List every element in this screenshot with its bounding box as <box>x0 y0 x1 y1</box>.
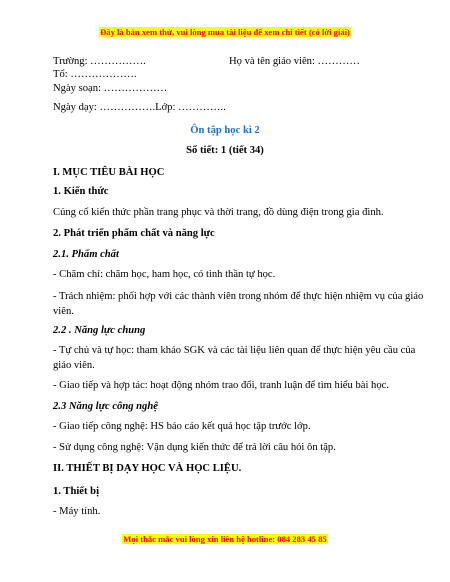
group-field: Tổ: ………………. <box>53 69 137 80</box>
tech-competence-heading: 2.3 Năng lực công nghệ <box>53 401 158 412</box>
equipment-heading: 1. Thiết bị <box>53 486 100 497</box>
section-1-heading: I. MỤC TIÊU BÀI HỌC <box>53 167 165 178</box>
general-competence-item: - Tự chủ và tự học: tham khảo SGK và các tài liệu liên quan để thực hiện yêu cầu của giáo viên. <box>53 345 416 371</box>
general-competence-item: - Giao tiếp và hợp tác: hoạt động nhóm trao đổi, tranh luận để tìm hiểu bài học. <box>53 380 389 391</box>
knowledge-text: Củng cố kiến thức phần trang phục và thời trang, đồ dùng điện trong gia đình. <box>53 207 384 218</box>
school-field: Trường: ……………. <box>53 56 146 67</box>
preview-banner: Đây là bản xem thử, vui lòng mua tài liệu để xem chi tiết (có lời giải) <box>100 27 350 37</box>
knowledge-heading: 1. Kiến thức <box>53 186 109 197</box>
hotline-banner: Mọi thắc mắc vui lòng xin liên hệ hotline: 084 283 45 85 <box>123 534 327 544</box>
section-2-heading: II. THIẾT BỊ DẠY HỌC VÀ HỌC LIỆU. <box>53 463 242 474</box>
qualities-item: - Trách nhiệm: phối hợp với các thành viên trong nhóm để thực hiện nhiệm vụ của giáo viên. <box>53 291 424 317</box>
tech-competence-item: - Sử dụng công nghệ: Vận dụng kiến thức để trả lời câu hỏi ôn tập. <box>53 442 336 453</box>
teacher-field: Họ và tên giáo viên: ………… <box>229 56 360 67</box>
prep-date-field: Ngày soạn: ……………… <box>53 83 168 94</box>
teach-date-field: Ngày dạy: …………….Lớp: ………….. <box>53 102 226 113</box>
lesson-title: Ôn tập học kì 2 <box>190 125 260 136</box>
equipment-item: - Máy tính. <box>53 506 101 517</box>
general-competence-heading: 2.2 . Năng lực chung <box>53 325 146 336</box>
qualities-item: - Chăm chỉ: chăm học, ham học, có tinh thần tự học. <box>53 269 276 280</box>
tech-competence-item: - Giao tiếp công nghệ: HS báo cáo kết quả học tập trước lớp. <box>53 421 311 432</box>
competence-heading: 2. Phát triển phẩm chất và năng lực <box>53 228 215 239</box>
qualities-heading: 2.1. Phẩm chất <box>53 249 119 260</box>
period-info: Số tiết: 1 (tiết 34) <box>186 145 264 156</box>
